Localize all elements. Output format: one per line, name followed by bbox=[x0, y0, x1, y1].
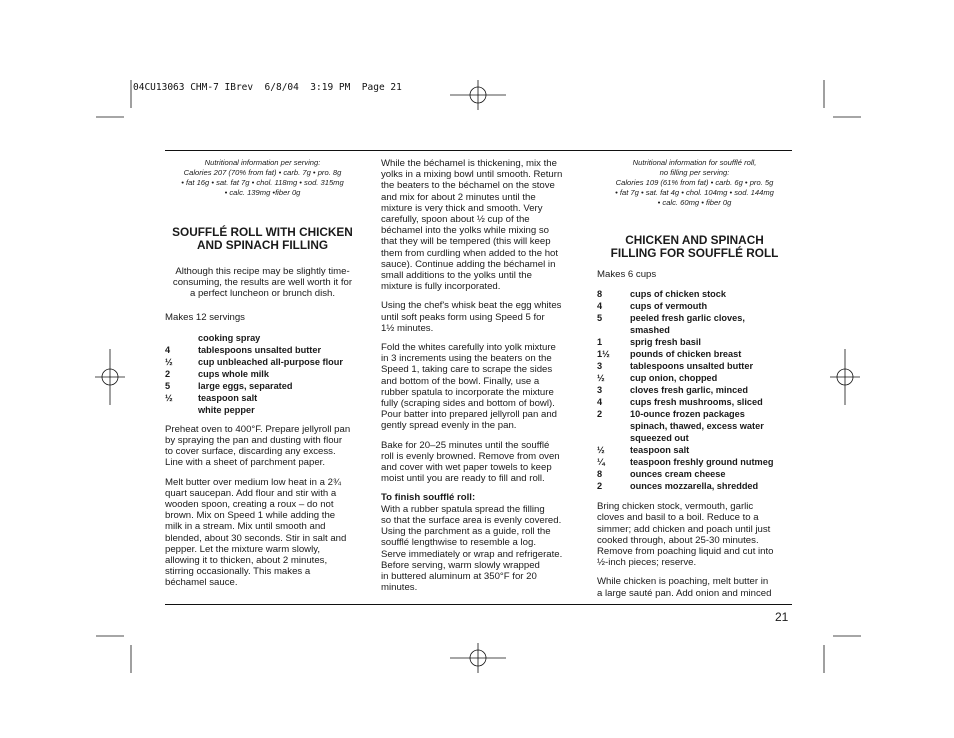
nutrition-info: Nutritional information for soufflé roll, no filling per serving: Calories 109 (61% from fat) • carb. 6g • pro. 5g • fat 7g • sat. fat 4g • chol. 104mg • sod. 144mg • calc. 60mg • fiber 0g bbox=[615, 158, 774, 207]
top-rule bbox=[165, 150, 792, 151]
left-column bbox=[165, 158, 360, 597]
nutrition-info: Nutritional information per serving: Calories 207 (70% from fat) • carb. 7g • pro. 8g • fat 16g • sat. fat 7g • chol. 118mg • sod. 315mg • calc. 139mg •fiber 0g bbox=[181, 158, 344, 197]
ingredient-row: 5 peeled fresh garlic cloves, bbox=[597, 313, 745, 324]
ingredient-row: ½ cup onion, chopped bbox=[597, 373, 718, 384]
finish-heading: To finish soufflé roll: bbox=[381, 492, 476, 504]
ingredient-row: 2 ounces mozzarella, shredded bbox=[597, 481, 759, 492]
paragraph: Fold the whites carefully into yolk mixture in 3 increments using the beaters on the Speed 1, taking care to scrape the sides and bottom of the bowl. Finally, use a rubber spatula to incorporate the mixture fully (scraping sides and bottom of bowl). Pour batter into prepared jellyroll pan and gently spread evenly in the pan. bbox=[381, 342, 557, 432]
ingredient-row: 3 tablespoons unsalted butter bbox=[597, 361, 754, 372]
instructions bbox=[597, 501, 792, 599]
paragraph: While the béchamel is thickening, mix the yolks in a mixing bowl until smooth. Return the beaters to the béchamel on the stove and mix for about 2 minutes until the mixture is very thick and smooth. Very carefully, spoon about ½ cup of the béchamel into the yolks while mixing so that they will be tempered (this will keep them from curdling when added to the hot sauce). Continue adding the béchamel in small additions to the yolks until the mixture is fully incorporated. bbox=[381, 158, 563, 293]
recipe-intro: Although this recipe may be slightly time- consuming, the results are well worth it for a perfect luncheon or brunch dish. bbox=[172, 266, 353, 300]
ingredient-row: ¼ teaspoon freshly ground nutmeg bbox=[597, 457, 774, 468]
ingredient-row: spinach, thawed, excess water bbox=[630, 421, 764, 432]
ingredient-row: 4 cups fresh mushrooms, sliced bbox=[597, 397, 763, 408]
paragraph: Using the chef's whisk beat the egg whites until soft peaks form using Speed 5 for 1½ minutes. bbox=[381, 300, 562, 334]
ingredient-row: 3 cloves fresh garlic, minced bbox=[597, 385, 748, 396]
ingredient-row: ½ teaspoon salt bbox=[597, 445, 690, 456]
ingredient-row: squeezed out bbox=[630, 433, 689, 444]
instructions bbox=[165, 424, 360, 589]
recipe-title: SOUFFLÉ ROLL WITH CHICKEN AND SPINACH FILLING bbox=[172, 225, 353, 252]
ingredient-row: smashed bbox=[630, 325, 670, 336]
middle-column bbox=[381, 158, 581, 601]
ingredient-row: ½ cup unbleached all-purpose flour bbox=[165, 356, 343, 367]
paragraph: While chicken is poaching, melt butter in a large sauté pan. Add onion and minced bbox=[597, 576, 772, 599]
ingredient-row: 8 ounces cream cheese bbox=[597, 469, 726, 480]
ingredient-row: white pepper bbox=[198, 404, 255, 415]
paragraph: Bring chicken stock, vermouth, garlic cloves and basil to a boil. Reduce to a simmer; add chicken and poach until just cooked through, about 25-30 minutes. Remove from poaching liquid and cut into ½-inch pieces; reserve. bbox=[597, 501, 774, 569]
ingredient-row: 1 sprig fresh basil bbox=[597, 337, 701, 348]
ingredient-row: ½ teaspoon salt bbox=[165, 392, 258, 403]
filling-title: CHICKEN AND SPINACH FILLING FOR SOUFFLÉ ROLL bbox=[610, 233, 779, 260]
paragraph: Preheat oven to 400°F. Prepare jellyroll pan by spraying the pan and dusting with flour to cover surface, discarding any excess. Line with a sheet of parchment paper. bbox=[165, 423, 351, 469]
yield: Makes 6 cups bbox=[597, 269, 657, 280]
page-number: 21 bbox=[775, 610, 789, 624]
paragraph: Melt butter over medium low heat in a 2¾ quart saucepan. Add flour and stir with a wooden spoon, creating a roux – do not brown. Mix on Speed 1 while adding the milk in a stream. Mix until smooth and blended, about 30 seconds. Stir in salt and pepper. Let the mixture warm slowly, allowing it to thicken, about 2 minutes, stirring occasionally. This makes a béchamel sauce. bbox=[165, 476, 347, 589]
right-column bbox=[597, 158, 792, 607]
ingredient-row: 4 cups of vermouth bbox=[597, 301, 708, 312]
servings: Makes 12 servings bbox=[165, 311, 245, 323]
ingredient-row: 4 tablespoons unsalted butter bbox=[165, 344, 322, 355]
ingredient-row: 5 large eggs, separated bbox=[165, 380, 293, 391]
ingredient-row: 2 cups whole milk bbox=[165, 368, 269, 379]
file-slug: 04CU13063 CHM-7 IBrev 6/8/04 3:19 PM Page 21 bbox=[133, 82, 402, 93]
ingredient-row: 1½ pounds of chicken breast bbox=[597, 349, 742, 360]
ingredient-row: 2 10-ounce frozen packages bbox=[597, 409, 745, 420]
ingredient-row: cooking spray bbox=[198, 332, 261, 343]
ingredient-list bbox=[165, 332, 360, 416]
paragraph: Bake for 20–25 minutes until the soufflé roll is evenly browned. Remove from oven and cover with wet paper towels to keep moist until you are ready to fill and roll. bbox=[381, 439, 560, 485]
ingredient-row: 8 cups of chicken stock bbox=[597, 289, 726, 300]
ingredient-list bbox=[597, 288, 792, 492]
paragraph: With a rubber spatula spread the filling so that the surface area is evenly covered. Using the parchment as a guide, roll the soufflé lengthwise to resemble a log. Serve immediately or wrap and refrigerate. Before serving, warm slowly wrapped in buttered aluminum at 350°F for 20 minutes. bbox=[381, 503, 563, 594]
